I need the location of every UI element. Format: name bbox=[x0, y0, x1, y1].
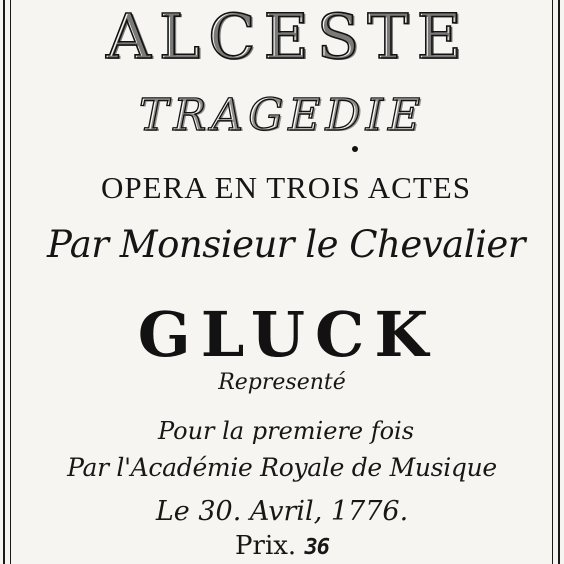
date-line: Le 30. Avril, 1776. bbox=[155, 496, 409, 527]
composer-name: GLUCK bbox=[137, 298, 439, 371]
author-line: Par Monsieur le Chevalier bbox=[47, 223, 525, 266]
performed-label: Representé bbox=[218, 370, 346, 395]
first-time-line: Pour la premiere fois bbox=[157, 417, 415, 445]
price-line bbox=[0, 528, 564, 564]
venue-line: Par l'Académie Royale de Musique bbox=[67, 453, 497, 482]
genre-line: OPERA EN TROIS ACTES bbox=[101, 170, 471, 205]
price-label: Prix. bbox=[235, 531, 297, 561]
opera-subtitle: TRAGEDIE bbox=[138, 90, 426, 141]
opera-title: ALCESTE bbox=[106, 0, 470, 73]
price-value: 36 bbox=[304, 535, 329, 560]
ink-dot-mark bbox=[352, 146, 358, 152]
